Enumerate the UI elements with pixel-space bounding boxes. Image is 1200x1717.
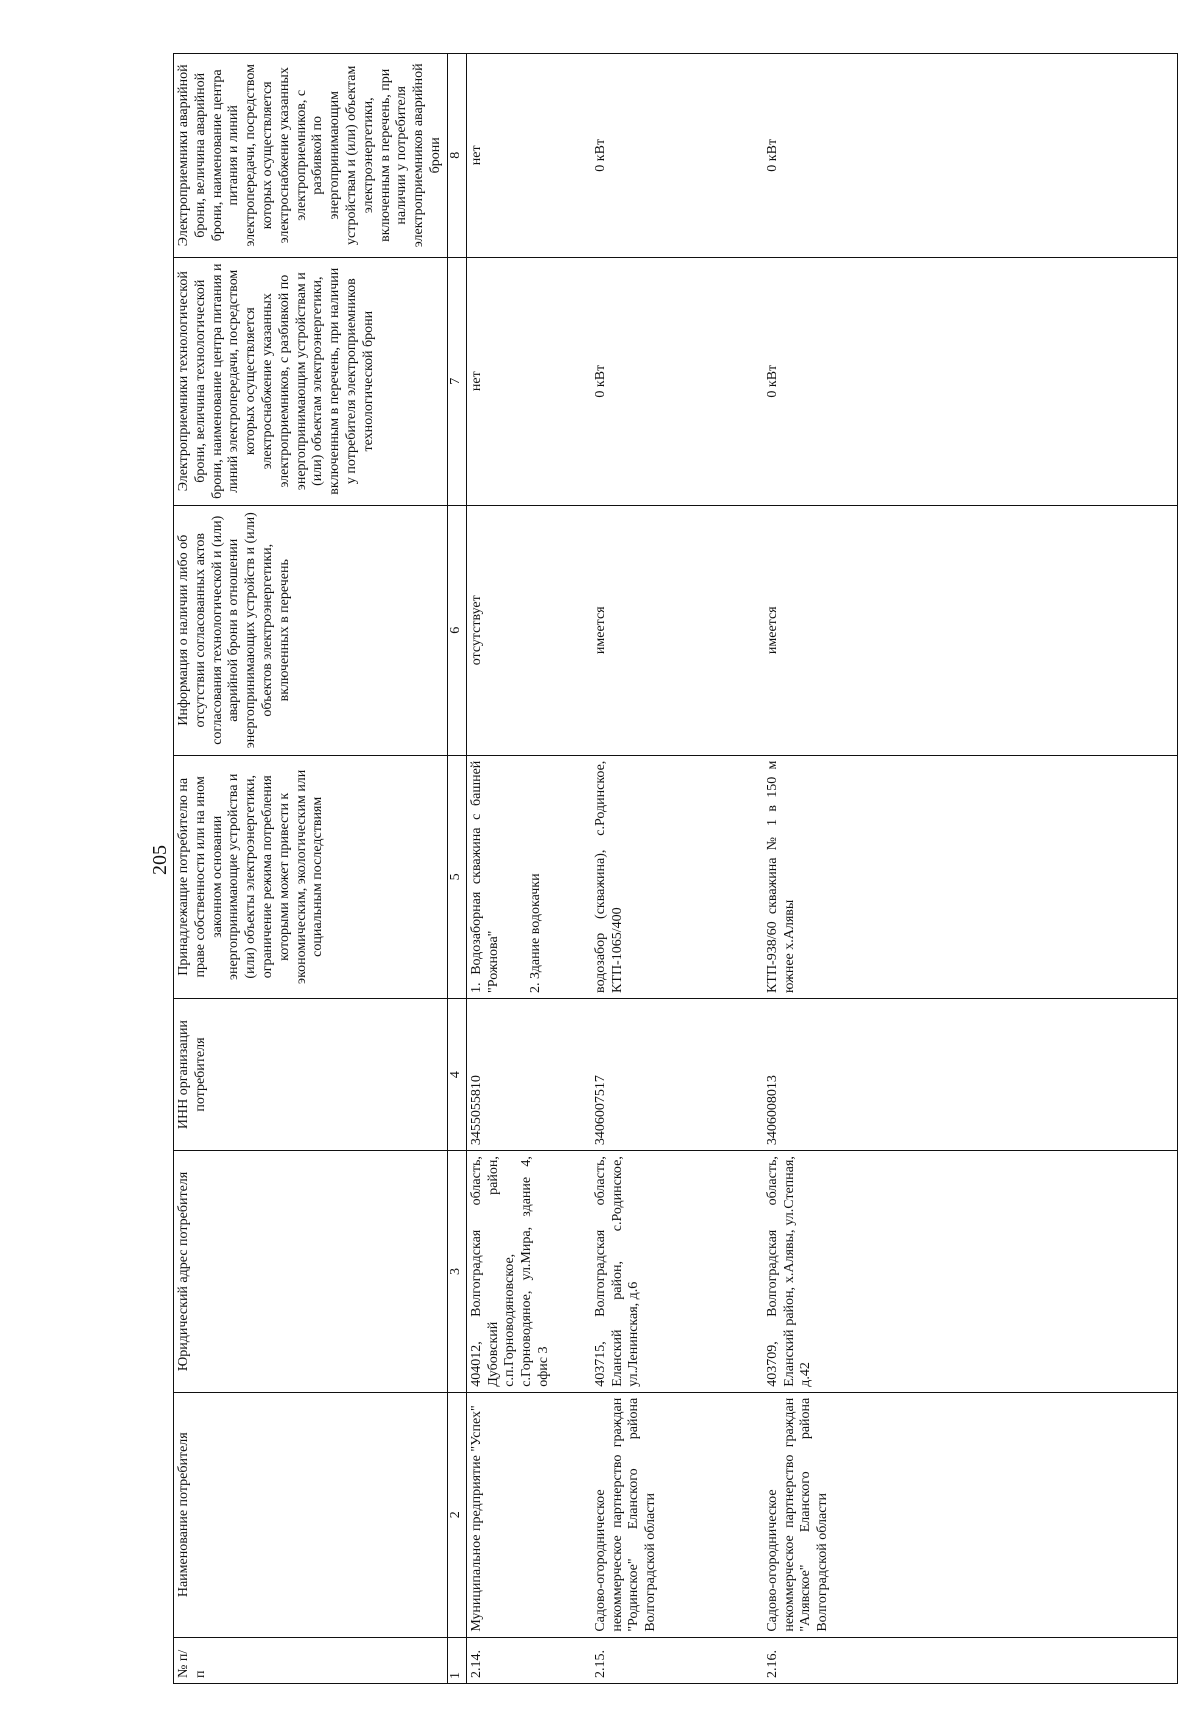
tech-reserve-value: нет (466, 257, 591, 505)
acts-value: имеется (591, 505, 763, 755)
header-num: № п/п (174, 1637, 448, 1683)
device-item: водозабор (скважина), с.Родинское, КТП-1065/400 (592, 760, 625, 993)
header-row (174, 54, 448, 1684)
column-number: 2 (447, 1392, 466, 1637)
inn-value: 3406007517 (591, 998, 763, 1150)
consumer-registry-table (173, 53, 1178, 1684)
page-number: 205 (149, 845, 171, 875)
column-number: 1 (447, 1637, 466, 1683)
acts-value: имеется (763, 505, 1178, 755)
header-acts: Информация о наличии либо об отсутствии согласованных актов согласования технологической и (или) аварийной брони в отношении энергопринимающих устройств и (или) объектов электроэнергетики, включенных в перечень (174, 505, 448, 755)
column-number: 5 (447, 755, 466, 998)
column-number: 6 (447, 505, 466, 755)
devices-list (591, 755, 763, 998)
legal-address: 404012, Волгоградская область, Дубовский район, с.п.Горноводяновское, с.Горноводяное, ул.Мира, здание 4, офис 3 (466, 1151, 591, 1393)
device-item: 1. Водозаборная скважина с башней "Рожнова" (468, 760, 501, 993)
rotated-table-frame (173, 53, 1158, 1684)
consumer-name: Муниципальное предприятие "Успех" (466, 1392, 591, 1637)
emergency-reserve-value: нет (466, 54, 591, 258)
header-legal-address: Юридический адрес потребителя (174, 1151, 448, 1393)
column-number: 3 (447, 1151, 466, 1393)
header-devices: Принадлежащие потребителю на праве собственности или на ином законном основании энергопринимающие устройства и (или) объекты электроэнергетики, ограничение режима потребления которыми может привести к экономическим, экологическим или социальным последствиям (174, 755, 448, 998)
inn-value: 3455055810 (466, 998, 591, 1150)
tech-reserve-value: 0 кВт (763, 257, 1178, 505)
emergency-reserve-value: 0 кВт (763, 54, 1178, 258)
consumer-name: Садово-огородническое некоммерческое партнерство граждан "Родинское" Еланского района Волгоградской области (591, 1392, 763, 1637)
tech-reserve-value: 0 кВт (591, 257, 763, 505)
device-item: 2. Здание водокачки (528, 873, 544, 993)
table-row (763, 54, 1178, 1684)
inn-value: 3406008013 (763, 998, 1178, 1150)
devices-list (466, 755, 591, 998)
table-row (591, 54, 763, 1684)
device-item: КТП-938/60 скважина № 1 в 150 м южнее х.Алявы (764, 760, 797, 993)
column-number: 4 (447, 998, 466, 1150)
column-number-row (447, 54, 466, 1684)
row-number: 2.14. (466, 1637, 591, 1683)
row-number: 2.16. (763, 1637, 1178, 1683)
header-inn: ИНН организации потребителя (174, 998, 448, 1150)
emergency-reserve-value: 0 кВт (591, 54, 763, 258)
consumer-name: Садово-огородническое некоммерческое партнерство граждан "Алявское" Еланского района Волгоградской области (763, 1392, 1178, 1637)
acts-value: отсутствует (466, 505, 591, 755)
header-consumer-name: Наименование потребителя (174, 1392, 448, 1637)
legal-address: 403715, Волгоградская область, Еланский район, с.Родинское, ул.Ленинская, д.6 (591, 1151, 763, 1393)
column-number: 7 (447, 257, 466, 505)
header-tech-reserve: Электроприемники технологической брони, величина технологической брони, наименование центра питания и линий электропередачи, посредством которых осуществляется электроснабжение указанных электроприемников, с разбивкой по энергопринимающим устройствам и (или) объектам электроэнергетики, включенным в перечень, при наличии у потребителя электроприемников технологической брони (174, 257, 448, 505)
row-number: 2.15. (591, 1637, 763, 1683)
header-emergency-reserve: Электроприемники аварийной брони, величина аварийной брони, наименование центра питания и линий электропередачи, посредством которых осуществляется электроснабжение указанных электроприемников, с разбивкой по энергопринимающим устройствам и (или) объектам электроэнергетики, включенным в перечень, при наличии у потребителя электроприемников аварийной брони (174, 54, 448, 258)
legal-address: 403709, Волгоградская область, Еланский район, х.Алявы, ул.Степная, д.42 (763, 1151, 1178, 1393)
table-row (466, 54, 591, 1684)
devices-list (763, 755, 1178, 998)
column-number: 8 (447, 54, 466, 258)
